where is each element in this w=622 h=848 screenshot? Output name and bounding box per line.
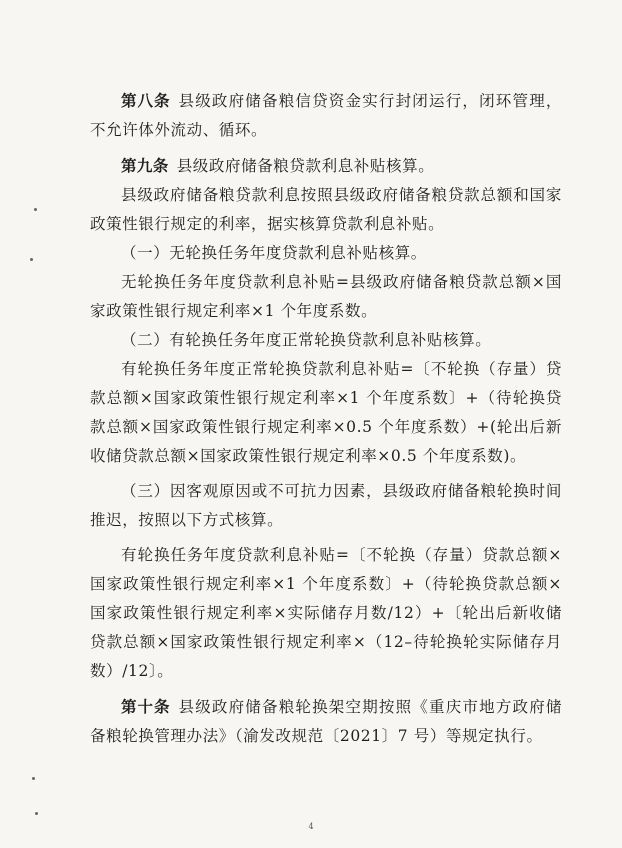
article-8-text: 县级政府储备粮信贷资金实行封闭运行，闭环管理，不允许体外流动、循环。 xyxy=(90,92,562,139)
clause-3-heading xyxy=(90,477,562,535)
clause-3-formula-text: 有轮换任务年度贷款利息补贴=〔不轮换（存量）贷款总额×国家政策性银行规定利率×1 个年度系数〕+（待轮换贷款总额×国家政策性银行规定利率×实际储存月数/12）+〔轮出后新收储贷款总额×国家政策性银行规定利率×（12–待轮换轮实际储存月数）/12〕。 xyxy=(90,546,562,680)
clause-1-formula xyxy=(90,268,562,326)
scan-speck xyxy=(32,777,35,780)
article-9-label: 第九条 xyxy=(121,156,169,175)
article-10-label: 第十条 xyxy=(121,697,171,716)
article-8-paragraph xyxy=(90,86,562,145)
scan-speck xyxy=(35,812,38,815)
clause-1-formula-text: 无轮换任务年度贷款利息补贴=县级政府储备粮贷款总额×国家政策性银行规定利率×1 个年度系数。 xyxy=(90,273,562,320)
clause-1-heading-text: （一）无轮换任务年度贷款利息补贴核算。 xyxy=(121,244,427,262)
clause-2-formula-text: 有轮换任务年度正常轮换贷款利息补贴=〔不轮换（存量）贷款总额×国家政策性银行规定利率×1 个年度系数〕+（待轮换贷款总额×国家政策性银行规定利率×0.5 个年度系数）+(轮出后新收储贷款总额×国家政策性银行规定利率×0.5 个年度系数)。 xyxy=(90,360,562,465)
clause-3-heading-text: （三）因客观原因或不可抗力因素，县级政府储备粮轮换时间推迟，按照以下方式核算。 xyxy=(90,482,562,529)
clause-3-formula xyxy=(90,541,562,686)
article-9-intro-paragraph xyxy=(90,181,562,239)
clause-1-heading xyxy=(90,239,562,268)
article-10-text: 县级政府储备粮轮换架空期按照《重庆市地方政府储备粮轮换管理办法》（渝发改规范〔2021〕7 号）等规定执行。 xyxy=(90,698,562,745)
article-9-paragraph xyxy=(90,151,562,181)
clause-2-formula xyxy=(90,355,562,471)
page-number: 4 xyxy=(308,822,314,831)
article-10-paragraph xyxy=(90,692,562,751)
clause-2-heading xyxy=(90,326,562,355)
article-9-intro-text: 县级政府储备粮贷款利息按照县级政府储备粮贷款总额和国家政策性银行规定的利率，据实核算贷款利息补贴。 xyxy=(90,186,562,233)
clause-2-heading-text: （二）有轮换任务年度正常轮换贷款利息补贴核算。 xyxy=(121,331,492,349)
article-9-text: 县级政府储备粮贷款利息补贴核算。 xyxy=(176,157,435,175)
scan-speck xyxy=(30,258,33,261)
document-body xyxy=(90,86,562,751)
scan-speck xyxy=(34,208,37,211)
article-8-label: 第八条 xyxy=(121,91,171,110)
